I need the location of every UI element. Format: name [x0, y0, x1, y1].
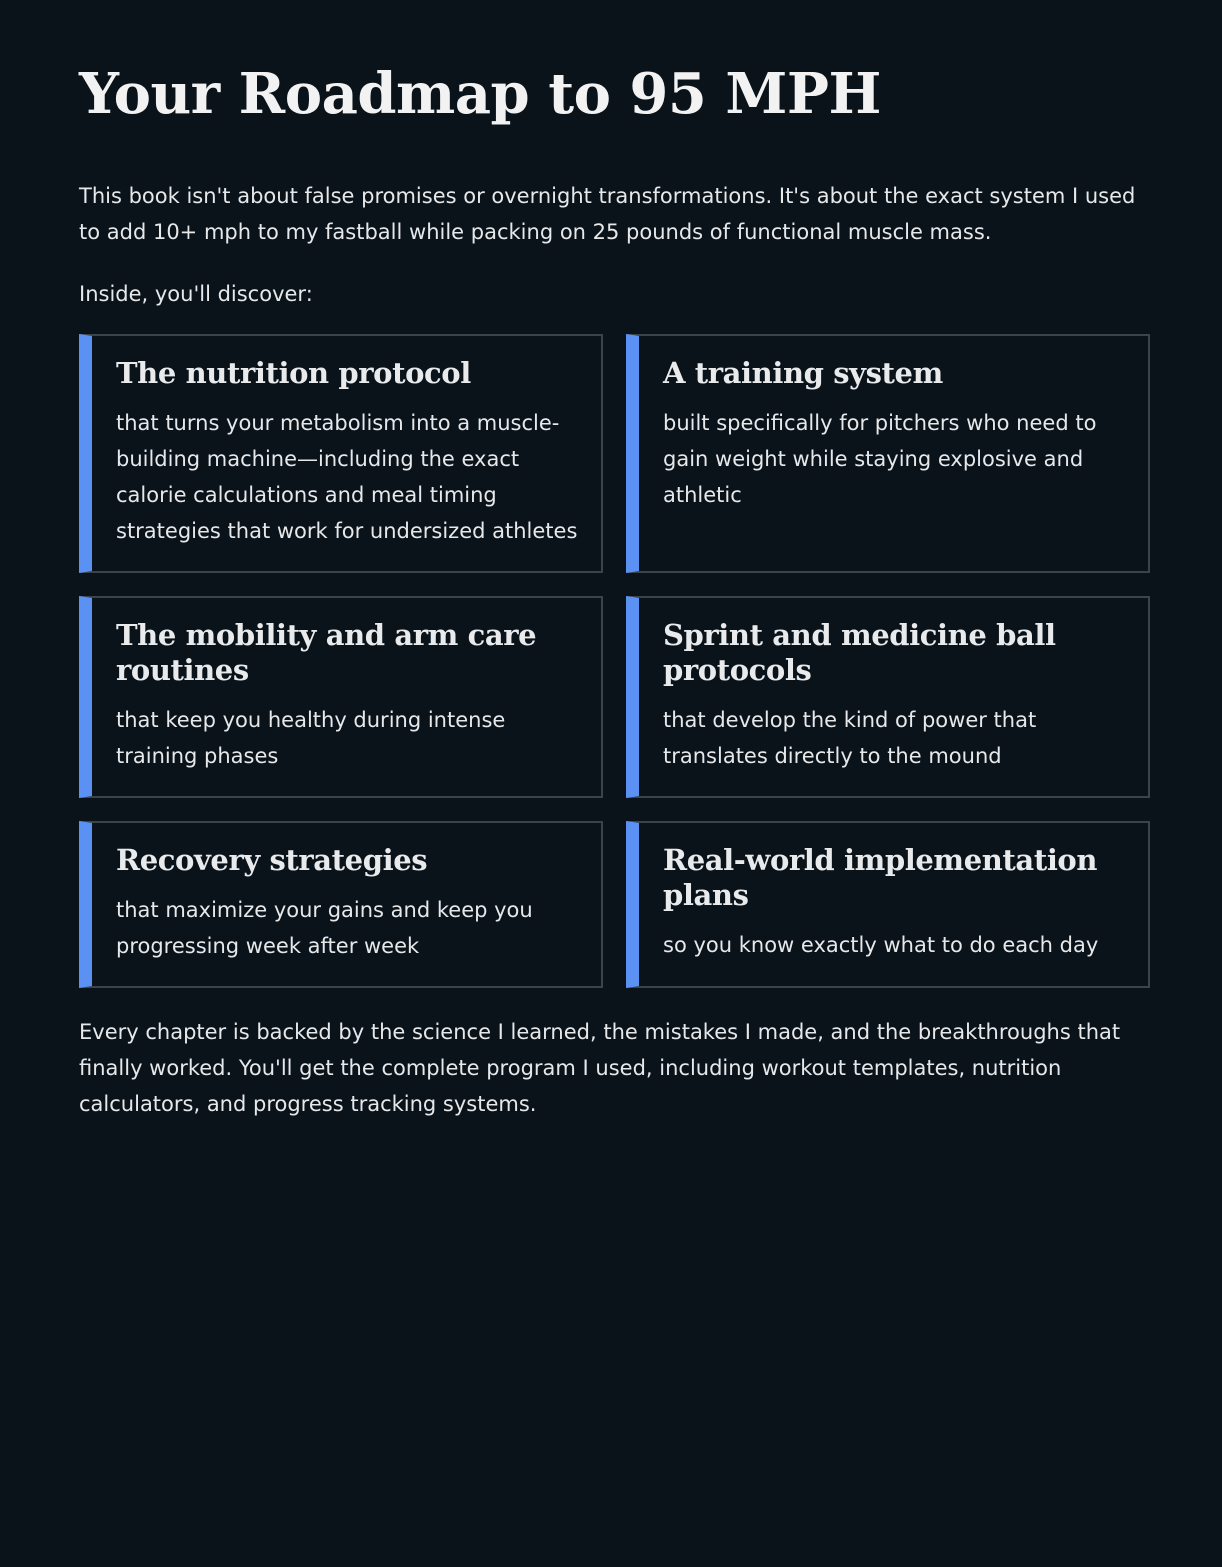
closing-paragraph: Every chapter is backed by the science I learned, the mistakes I made, and the breakthroughs that finally worked. You'll get the complete program I used, including workout templates, nutrition calculators, and progress tracking systems.	[79, 1020, 1121, 1116]
feature-description: that maximize your gains and keep you progressing week after week	[116, 898, 533, 958]
feature-description: that keep you healthy during intense training phases	[116, 708, 506, 768]
feature-title: The nutrition protocol	[116, 356, 471, 390]
feature-card	[79, 334, 603, 573]
feature-description: that turns your metabolism into a muscle-building machine—including the exact calorie calculations and meal timing strategies that work for undersized athletes	[116, 411, 578, 543]
feature-card	[626, 596, 1150, 798]
feature-card	[626, 334, 1150, 573]
page-title: Your Roadmap to 95 MPH	[79, 61, 881, 127]
intro-paragraph: This book isn't about false promises or overnight transformations. It's about the exact system I used to add 10+ mph to my fastball while packing on 25 pounds of functional muscle mass.	[79, 184, 1136, 244]
feature-description: built specifically for pitchers who need to gain weight while staying explosive and athletic	[663, 411, 1097, 507]
feature-card	[79, 596, 603, 798]
feature-description: so you know exactly what to do each day	[663, 933, 1099, 957]
feature-title: The mobility and arm care routines	[116, 618, 537, 687]
feature-card	[626, 821, 1150, 988]
feature-title: Sprint and medicine ball protocols	[663, 618, 1056, 687]
feature-description: that develop the kind of power that translates directly to the mound	[663, 708, 1037, 768]
feature-title: Real-world implementation plans	[663, 843, 1098, 912]
feature-title: A training system	[663, 356, 943, 390]
feature-card	[79, 821, 603, 988]
feature-title: Recovery strategies	[116, 843, 428, 877]
feature-grid	[79, 334, 1150, 988]
lead-in-text: Inside, you'll discover:	[79, 282, 313, 306]
